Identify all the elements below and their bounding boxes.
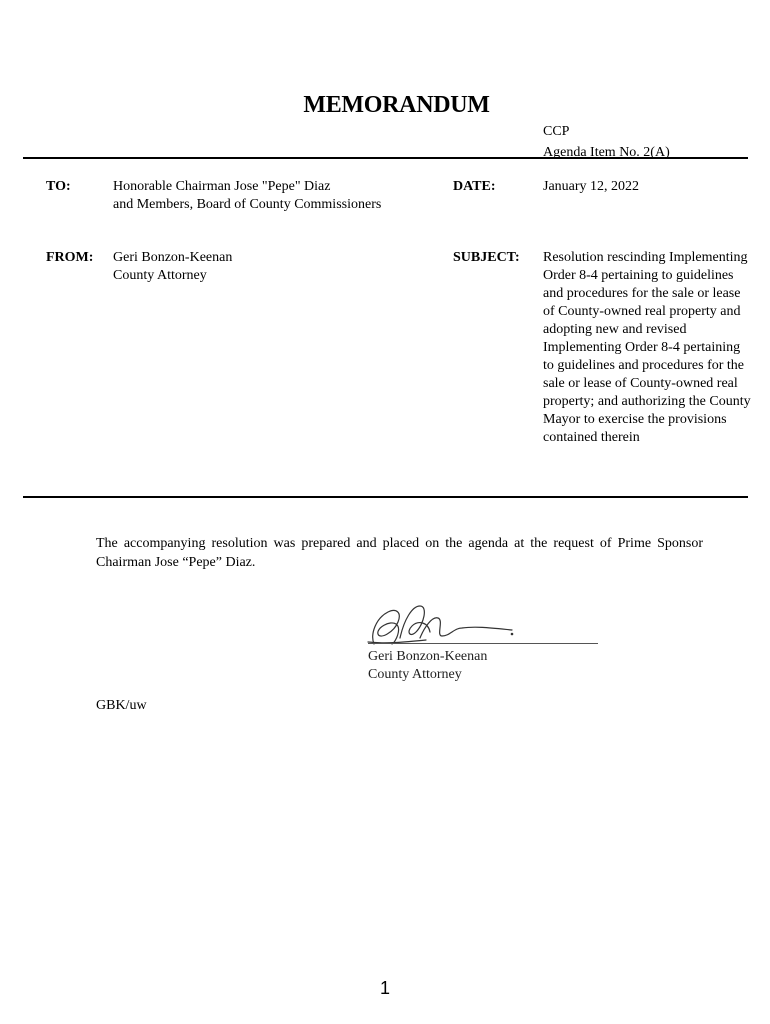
- from-sender-name: Geri Bonzon-Keenan: [113, 250, 233, 265]
- typist-initials: GBK/uw: [96, 698, 147, 713]
- from-label: FROM:: [46, 250, 94, 265]
- signature-line: [368, 643, 598, 644]
- subject-text: Resolution rescinding Implementing Order 8-4 pertaining to guidelines and procedures for the sale or lease of County-owned real property and adopting new and revised Implementing Order 8-4 pertaining to guidelines and procedures for the sale or lease of County-owned real property; and authorizing the County Mayor to exercise the provisions contained therein: [543, 250, 751, 445]
- to-recipient-line1: Honorable Chairman Jose "Pepe" Diaz: [113, 179, 331, 194]
- header-bottom-rule: [23, 496, 748, 498]
- signer-name: Geri Bonzon-Keenan: [368, 649, 488, 664]
- memo-title: MEMORANDUM: [303, 92, 490, 118]
- memo-body-paragraph: The accompanying resolution was prepared and placed on the agenda at the request of Prime Sponsor Chairman Jose “Pepe” Diaz.: [96, 536, 703, 570]
- committee-code: CCP: [543, 124, 570, 139]
- to-label: TO:: [46, 179, 71, 194]
- to-recipient-line2: and Members, Board of County Commissioners: [113, 197, 382, 212]
- page-number: 1: [379, 978, 390, 998]
- date-value: January 12, 2022: [543, 179, 640, 194]
- signer-title: County Attorney: [368, 667, 462, 682]
- from-sender-title: County Attorney: [113, 268, 207, 283]
- date-label: DATE:: [453, 179, 496, 194]
- header-top-rule: [23, 157, 748, 159]
- subject-label: SUBJECT:: [453, 250, 520, 265]
- agenda-item-number: Agenda Item No. 2(A): [543, 145, 670, 160]
